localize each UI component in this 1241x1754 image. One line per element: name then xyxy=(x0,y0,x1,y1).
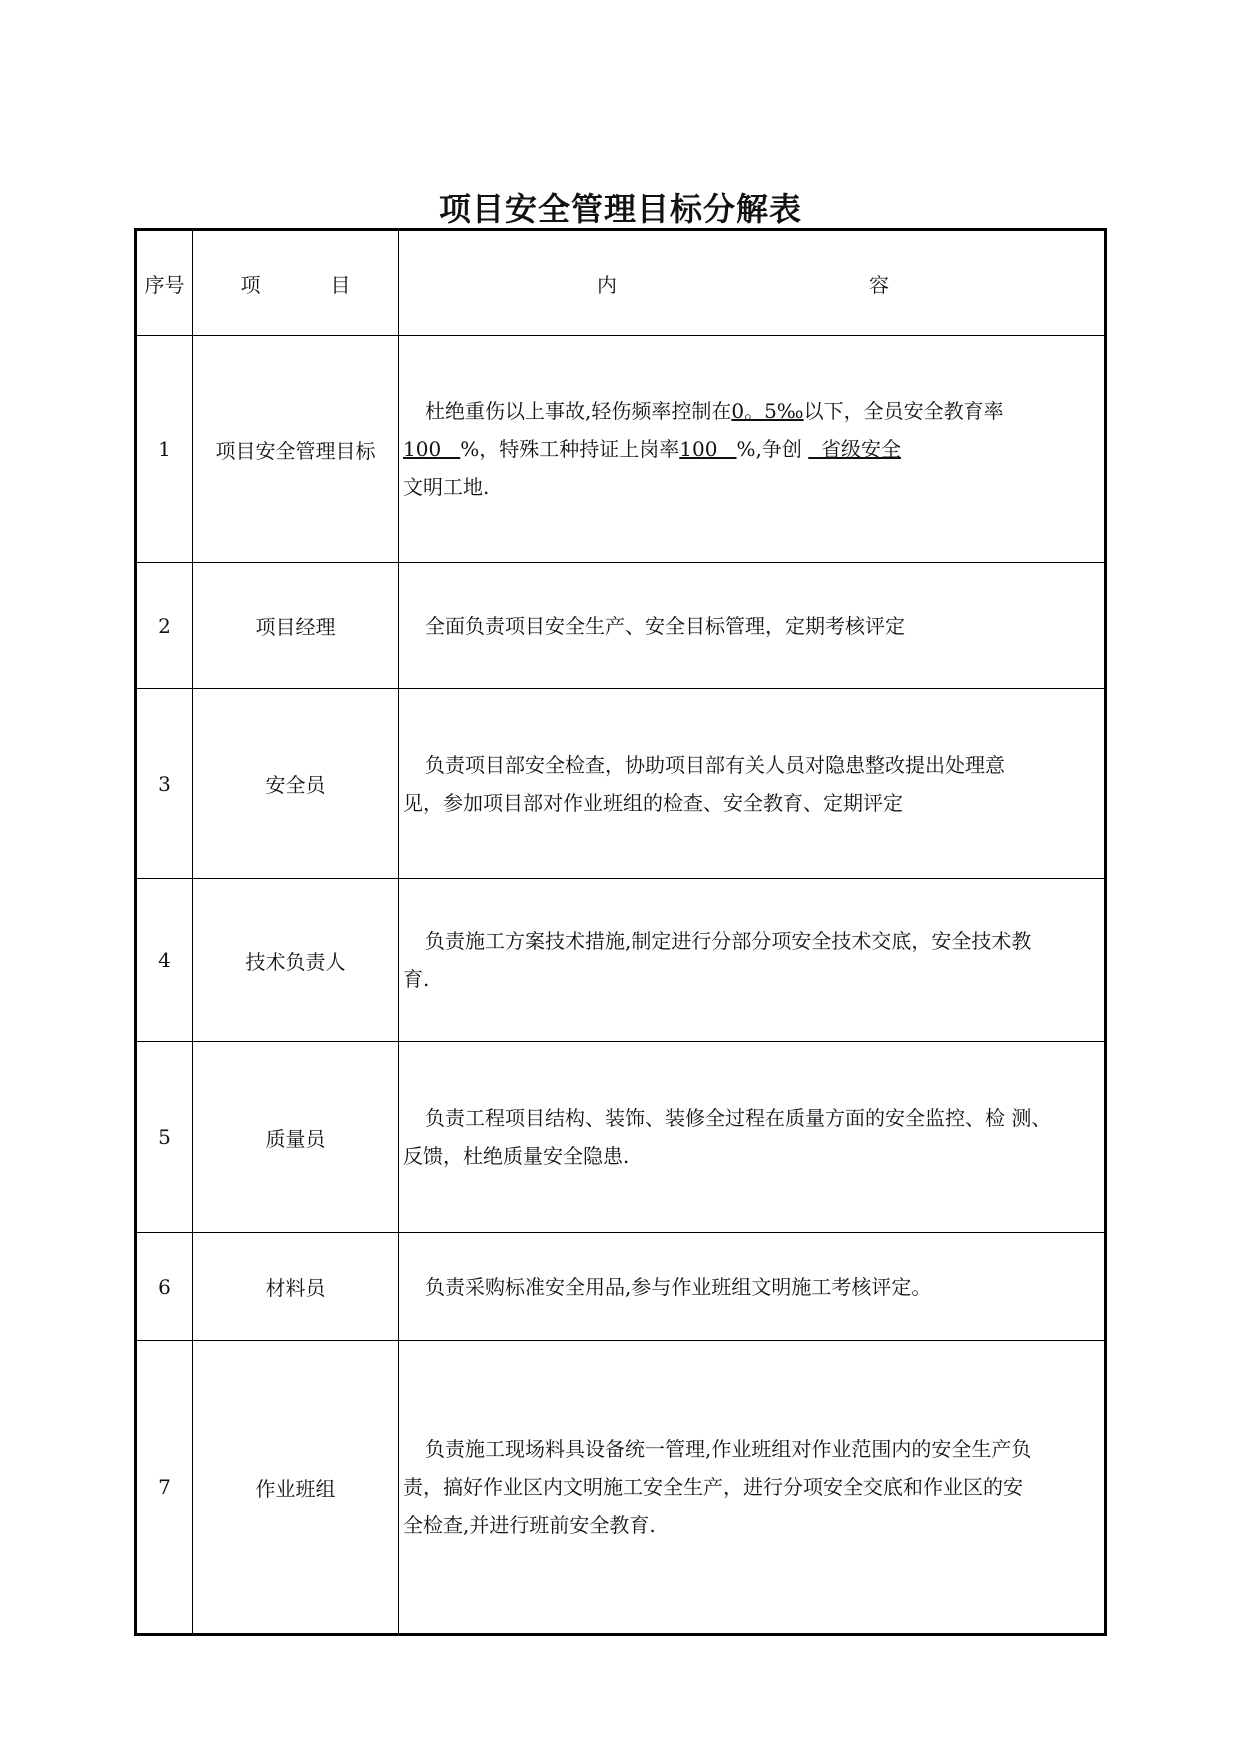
row-content xyxy=(399,879,1106,1042)
row-num: 4 xyxy=(136,879,193,1042)
table-row xyxy=(136,563,1106,689)
row-num: 7 xyxy=(136,1341,193,1635)
content-text: 负责项目部安全检查，协助项目部有关人员对隐患整改提出处理意 xyxy=(425,752,1005,777)
content-text: 负责工程项目结构、装饰、装修全过程在质量方面的安全监控、检 测、 xyxy=(425,1106,1052,1130)
row-content xyxy=(399,336,1106,563)
row-content xyxy=(399,563,1106,689)
table-header-row xyxy=(136,230,1106,336)
content-text: 以下，全员安全教育率 xyxy=(803,399,1004,423)
row-content xyxy=(399,1042,1106,1233)
row-item: 作业班组 xyxy=(193,1341,399,1635)
content-text: 全检查,并进行班前安全教育. xyxy=(403,1513,656,1537)
table-row xyxy=(136,1233,1106,1341)
content-text: 负责采购标准安全用品,参与作业班组文明施工考核评定。 xyxy=(425,1274,932,1299)
content-text: 负责施工现场料具设备统一管理,作业班组对作业范围内的安全生产负 xyxy=(425,1437,1032,1461)
content-text: 杜绝重伤以上事故,轻伤频率控制在 xyxy=(425,399,732,423)
content-text: 见，参加项目部对作业班组的检查、安全教育、定期评定 xyxy=(403,790,903,815)
row-num: 2 xyxy=(136,563,193,689)
table-row xyxy=(136,879,1106,1042)
award-level-value: 省级安全 xyxy=(808,437,901,461)
header-item-a: 项 xyxy=(240,272,261,297)
row-content xyxy=(399,1233,1106,1341)
content-text: 全面负责项目安全生产、安全目标管理，定期考核评定 xyxy=(425,613,905,638)
row-num: 5 xyxy=(136,1042,193,1233)
content-text: 育. xyxy=(403,967,430,991)
page-title: 项目安全管理目标分解表 xyxy=(438,190,802,228)
table-row xyxy=(136,1042,1106,1233)
safety-goal-table xyxy=(134,228,1107,1636)
content-text: %，特殊工种持证上岗率 xyxy=(460,437,680,461)
header-content-b: 容 xyxy=(869,272,889,297)
table-row xyxy=(136,1341,1106,1635)
header-item xyxy=(193,230,399,336)
content-text: 负责施工方案技术措施,制定进行分部分项安全技术交底，安全技术教 xyxy=(425,929,1032,953)
content-text: %,争创 xyxy=(736,437,802,461)
table-row xyxy=(136,336,1106,563)
certification-rate-value: 100 xyxy=(679,437,737,461)
header-item-b: 目 xyxy=(330,272,351,297)
header-content-a: 内 xyxy=(597,272,617,297)
table-row xyxy=(136,689,1106,879)
row-num: 3 xyxy=(136,689,193,879)
content-text: 反馈，杜绝质量安全隐患. xyxy=(403,1144,630,1168)
content-text: 责，搞好作业区内文明施工安全生产，进行分项安全交底和作业区的安 xyxy=(403,1475,1023,1499)
row-num: 1 xyxy=(136,336,193,563)
row-item: 材料员 xyxy=(193,1233,399,1341)
content-text: 文明工地. xyxy=(403,475,490,499)
header-num: 序号 xyxy=(136,230,193,336)
row-content xyxy=(399,1341,1106,1635)
row-content xyxy=(399,689,1106,879)
row-item: 安全员 xyxy=(193,689,399,879)
row-item: 质量员 xyxy=(193,1042,399,1233)
row-item: 项目经理 xyxy=(193,563,399,689)
row-item: 项目安全管理目标 xyxy=(193,336,399,563)
header-content xyxy=(399,230,1106,336)
education-rate-value: 100 xyxy=(403,437,461,461)
row-item: 技术负责人 xyxy=(193,879,399,1042)
row-num: 6 xyxy=(136,1233,193,1341)
accident-rate-value: 0。5‰ xyxy=(731,399,804,423)
